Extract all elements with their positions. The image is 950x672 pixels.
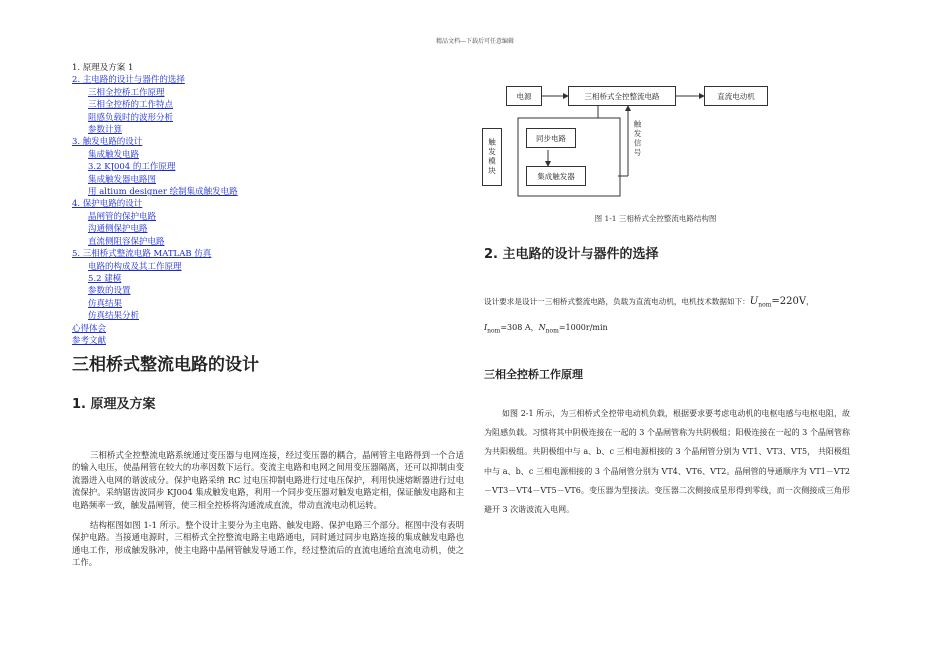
toc-entry[interactable] [72, 248, 472, 260]
motor-box: 直流电动机 [704, 86, 768, 106]
power-box: 电源 [506, 86, 542, 106]
current-symbol: I [484, 323, 488, 332]
toc-entry[interactable] [72, 74, 472, 86]
toc-link[interactable]: 阻感负载时的波形分析 [88, 112, 174, 123]
integrated-trigger-box: 集成触发器 [526, 166, 586, 186]
current-subscript: nom [487, 327, 501, 335]
page-title: 三相桥式整流电路的设计 [72, 355, 259, 375]
toc-link[interactable]: 参考文献 [72, 335, 107, 346]
toc-entry[interactable] [72, 112, 472, 124]
block-diagram [478, 80, 778, 200]
toc-entry[interactable] [72, 335, 472, 347]
voltage-value: =220V [771, 296, 807, 307]
toc-link[interactable]: 三相全控桥工作原理 [88, 87, 165, 98]
toc-entry[interactable] [72, 273, 472, 285]
toc-link[interactable]: 5.2 建模 [88, 273, 122, 284]
speed-value: =1000r/min [558, 323, 608, 332]
toc-entry[interactable] [72, 161, 472, 173]
toc-entry[interactable] [72, 149, 472, 161]
toc-link[interactable]: 4. 保护电路的设计 [72, 199, 143, 210]
toc-entry[interactable] [72, 198, 472, 210]
toc-entry[interactable] [72, 223, 472, 235]
trigger-module-box: 触发模块 [482, 128, 502, 186]
formula-comma: ， [806, 297, 814, 306]
toc-link[interactable]: 2. 主电路的设计与器件的选择 [72, 75, 185, 86]
principle-paragraph: 三相桥式全控整流电路系统通过变压器与电网连接，经过变压器的耦合，晶闸管主电路得到一个合适的输入电压，使晶闸管在较大的功率因数下运行。变流主电路和电网之间用变压器隔离，还可以抑制由变流器进入电网的谐波成分。保护电路采纳 RC 过电压抑制电路进行过电压保护，利用快速熔断器进行过电流保护。采纳锯齿波同步 KJ004 集成触发电路，利用一个同步变压器对触发电路定相，保证触发电路和主电路频率一致，触发晶闸管，使三相全控桥将沟通流成直流，带动直流电动机运转。 [72, 450, 464, 510]
current-speed-line [484, 322, 844, 335]
speed-symbol: N [538, 323, 546, 332]
toc-link[interactable]: 参数计算 [88, 125, 123, 136]
toc-entry[interactable] [72, 186, 472, 198]
requirements-text: 设计要求是设计一三相桥式整流电路，负载为直流电动机，电机技术数据如下： [484, 297, 750, 306]
toc-entry[interactable] [72, 323, 472, 335]
section-title-principle: 1. 原理及方案 [72, 397, 156, 412]
toc-entry[interactable] [72, 99, 472, 111]
toc-link[interactable]: 仿真结果 [88, 298, 123, 309]
toc-entry[interactable] [72, 211, 472, 223]
toc-link[interactable]: 三相全控桥的工作特点 [88, 100, 174, 111]
toc-link[interactable]: 参数的设置 [88, 286, 131, 297]
toc-entry[interactable] [72, 136, 472, 148]
figure-caption: 图 1-1 三相桥式全控整流电路结构图 [594, 214, 717, 223]
rectifier-box: 三相桥式全控整流电路 [568, 86, 676, 106]
trigger-signal-label: 触发信号 [633, 120, 642, 158]
speed-subscript: nom [545, 327, 559, 335]
toc-link[interactable]: 3.2 KJ004 的工作原理 [88, 162, 176, 173]
current-value: =308 A [500, 323, 531, 332]
toc-link[interactable]: 电路的构成及其工作原理 [88, 261, 182, 272]
toc-entry[interactable] [72, 174, 472, 186]
table-of-contents [72, 62, 472, 347]
toc-link[interactable]: 5. 三相桥式整流电路 MATLAB 仿真 [72, 249, 212, 260]
toc-link[interactable]: 沟通侧保护电路 [88, 224, 148, 235]
toc-link[interactable]: 直流侧阻容保护电路 [88, 236, 165, 247]
formula-comma-2: ， [530, 323, 539, 332]
toc-entry [72, 62, 472, 74]
bridge-principle-body [484, 404, 850, 519]
toc-link[interactable]: 心得体会 [72, 323, 107, 334]
toc-entry[interactable] [72, 87, 472, 99]
principle-body [72, 449, 464, 577]
toc-link[interactable]: 集成触发器电路图 [88, 174, 157, 185]
subsection-title-bridge-principle: 三相全控桥工作原理 [484, 368, 583, 381]
principle-paragraph: 结构框图如图 1-1 所示。整个设计主要分为主电路、触发电路、保护电路三个部分。框图中没有表明保护电路。当接通电源时，三相桥式全控整流电路主电路通电，同时通过同步电路连接的集成触发电路也通电工作，形成触发脉冲，使主电路中晶闸管触发导通工作，经过整流后的直流电通给直流电动机，使之工作。 [72, 520, 464, 568]
header-note: 精品文档---下载后可任意编辑 [435, 38, 515, 45]
toc-entry[interactable] [72, 236, 472, 248]
voltage-symbol: U [749, 296, 759, 307]
toc-entry[interactable] [72, 310, 472, 322]
toc-entry[interactable] [72, 124, 472, 136]
toc-entry[interactable] [72, 285, 472, 297]
section-title-main-circuit: 2. 主电路的设计与器件的选择 [484, 247, 659, 262]
voltage-subscript: nom [758, 301, 772, 309]
toc-text: 1. 原理及方案 1 [72, 63, 134, 73]
bridge-principle-paragraph: 如图 2-1 所示，为三相桥式全控带电动机负载，根据要求要考虑电动机的电枢电感与电枢电阻，故为阻感负载。习惯将其中阴极连接在一起的 3 个晶闸管称为共阴极组；阳极连接在一起的 3 个晶闸管称为共阳极组。共阴极组中与 a、b、c 三相电源相接的 3 个晶闸管分别为 VT1、VT3、VT5， 共阳极组中与 a、b、c 三相电源相接的 3 个晶闸管分别为 VT4、VT6、VT2。晶闸管的导通顺序为 VT1－VT2－VT3－VT4－VT5－VT6。变压器为型接法。变压器二次侧接成星形得到零线，而一次侧接成三角形避开 3 次谐波流入电网。 [484, 409, 850, 515]
toc-entry[interactable] [72, 298, 472, 310]
sync-circuit-box: 同步电路 [526, 128, 576, 148]
toc-link[interactable]: 用 altium designer 绘制集成触发电路 [88, 187, 238, 198]
toc-link[interactable]: 集成触发电路 [88, 149, 140, 160]
requirements-paragraph [484, 296, 844, 312]
toc-link[interactable]: 仿真结果分析 [88, 311, 140, 322]
toc-link[interactable]: 3. 触发电路的设计 [72, 137, 143, 148]
toc-link[interactable]: 晶闸管的保护电路 [88, 211, 157, 222]
toc-entry[interactable] [72, 261, 472, 273]
